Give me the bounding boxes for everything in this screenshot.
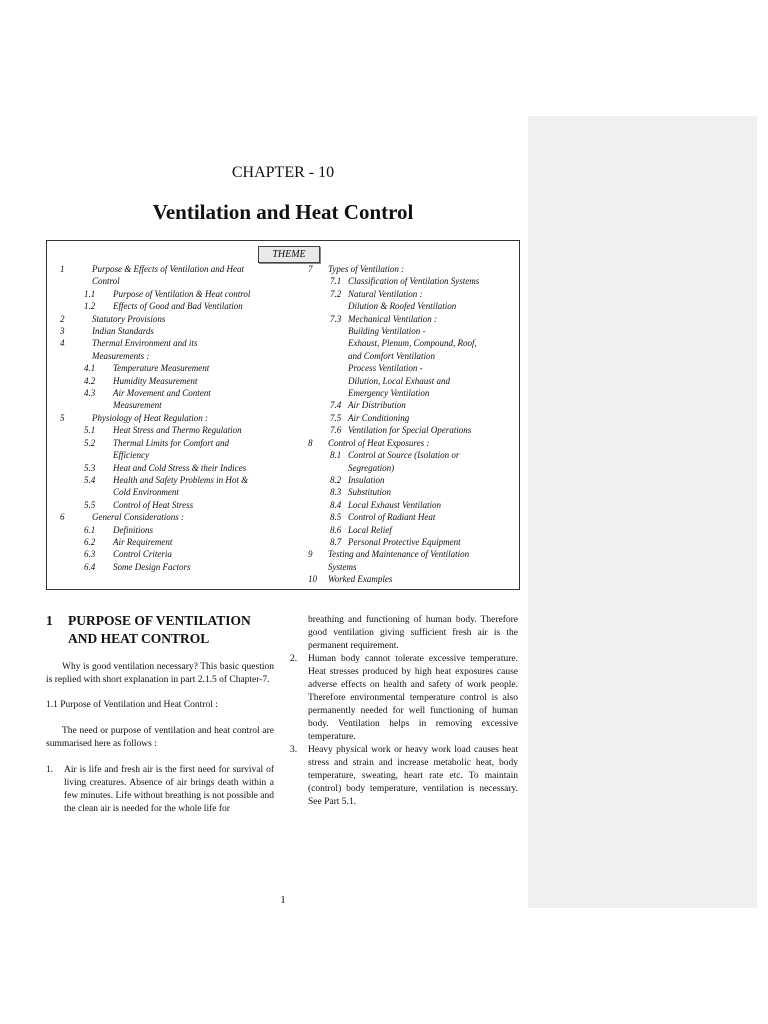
toc-entry-text: Building Ventilation - (348, 326, 426, 337)
toc-entry-number: 8.3 (330, 487, 342, 498)
lead-paragraph: The need or purpose of ventilation and heat control are summarised here as follows : (46, 726, 274, 749)
toc-entry-number (299, 337, 348, 349)
toc-entry-number (55, 350, 92, 362)
toc-entry (55, 362, 280, 374)
list-item-3 (290, 744, 518, 809)
toc-entry (55, 499, 280, 511)
section-heading-line2: AND HEAT CONTROL (68, 631, 210, 646)
toc-entry-number: 5.1 (84, 425, 96, 436)
toc-entry (299, 437, 514, 449)
list-item-3-text: Heavy physical work or heavy work load causes heat stress and strain and increase metabolic heat, body temperature, sweating, heart rate etc. To maintain (control) body temperature, ventilation is necessary. See Part 5.1. (308, 745, 518, 807)
toc-entry (55, 536, 280, 548)
toc-entry-text: Purpose of Ventilation & Heat control (113, 288, 251, 299)
toc-entry-number: 4.3 (84, 388, 96, 399)
toc-entry-number: 6.4 (84, 561, 96, 572)
toc-entry-text: Substitution (348, 487, 392, 498)
toc-entry (55, 437, 280, 449)
toc-entry-text: Measurement (113, 400, 162, 411)
toc-entry-number (299, 362, 348, 374)
toc-entry-number (299, 375, 348, 387)
toc-entry-text: Effects of Good and Bad Ventilation (113, 301, 243, 312)
toc-entry-number: 5 (60, 412, 65, 423)
toc-entry-number: 7.2 (330, 288, 342, 299)
section-heading (46, 612, 274, 648)
toc-entry (55, 275, 280, 287)
toc-entry (299, 362, 514, 374)
toc-entry (55, 561, 280, 573)
intro-paragraph: Why is good ventilation necessary? This basic question is replied with short explanation in part 2.1.5 of Chapter-7. (46, 662, 274, 685)
toc-entry (55, 325, 280, 337)
toc-entry-text: Control of Heat Stress (113, 499, 194, 510)
toc-entry-number (55, 275, 92, 287)
toc-entry-number: 1.2 (84, 301, 96, 312)
toc-entry-text: Control of Radiant Heat (348, 512, 436, 523)
toc-entry-text: Indian Standards (92, 326, 154, 337)
toc-entry-text: Health and Safety Problems in Hot & (113, 474, 249, 485)
toc-entry (299, 350, 514, 362)
list-item-2-number: 2. (290, 654, 298, 664)
toc-entry-number: 7.5 (330, 412, 342, 423)
toc-entry-number: 6 (60, 512, 65, 523)
toc-entry-text: Heat Stress and Thermo Regulation (113, 425, 242, 436)
toc-entry-text: Air Conditioning (348, 412, 410, 423)
list-item-1-text: Air is life and fresh air is the first need for survival of living creatures. Absence of air brings death within a few minutes. Life without breathing is not possible and the clean air is needed for the whole life for (64, 765, 274, 814)
toc-entry-number: 4 (60, 338, 65, 349)
toc-entry-number: 8.4 (330, 499, 342, 510)
section-heading-line1: PURPOSE OF VENTILATION (68, 613, 251, 628)
toc-left-column (55, 263, 280, 573)
subsection-heading: 1.1 Purpose of Ventilation and Heat Control : (46, 700, 218, 710)
toc-entry-text: Air Distribution (348, 400, 406, 411)
toc-entry-number: 7.3 (330, 313, 342, 324)
section-heading-text (68, 612, 251, 648)
toc-entry-text: Control Criteria (113, 549, 172, 560)
toc-entry-text: Cold Environment (113, 487, 179, 498)
list-item-1-continued-indent (290, 614, 308, 653)
toc-entry (299, 399, 514, 411)
toc-entry (55, 524, 280, 536)
toc-entry (299, 412, 514, 424)
toc-entry-number (299, 462, 348, 474)
toc-entry-text: Air Movement and Content (113, 388, 211, 399)
toc-entry-text: Personal Protective Equipment (348, 536, 461, 547)
list-item-2-text: Human body cannot tolerate excessive temperature. Heat stresses produced by high heat exposures cause adverse effects on health and safety of work people. Therefore environmental temperature control is also permanently needed for well functioning of human body. Ventilation helps in removing excessive temperature. (308, 654, 518, 742)
toc-entry-number: 7.4 (330, 400, 342, 411)
toc-entry (299, 511, 514, 523)
toc-entry (299, 499, 514, 511)
list-item-3-number: 3. (290, 745, 298, 755)
theme-box (46, 240, 520, 590)
toc-entry-number: 9 (308, 549, 313, 560)
chapter-title: Ventilation and Heat Control (152, 200, 414, 224)
toc-entry (299, 424, 514, 436)
toc-entry (55, 288, 280, 300)
toc-entry (299, 486, 514, 498)
toc-entry-text: Measurements : (92, 350, 150, 361)
toc-entry-number: 8.1 (330, 450, 342, 461)
theme-label: THEME (258, 246, 320, 263)
toc-entry-number: 6.2 (84, 536, 96, 547)
toc-entry-number (299, 325, 348, 337)
toc-entry-number: 7.6 (330, 425, 342, 436)
toc-entry-text: Classification of Ventilation Systems (348, 276, 480, 287)
toc-entry (299, 387, 514, 399)
toc-entry-text: Process Ventilation - (348, 363, 423, 374)
toc-entry-text: Thermal Environment and its (92, 338, 198, 349)
toc-entry-text: Control (92, 276, 120, 287)
toc-entry-number: 7.1 (330, 276, 342, 287)
toc-entry (55, 474, 280, 486)
body-right-column (290, 614, 518, 809)
toc-entry-number: 6.3 (84, 549, 96, 560)
toc-entry (55, 375, 280, 387)
toc-entry-text: Control of Heat Exposures : (328, 437, 430, 448)
toc-entry-number: 1.1 (84, 288, 96, 299)
toc-entry-text: Systems (328, 561, 357, 572)
toc-entry (55, 263, 280, 275)
toc-entry-text: Worked Examples (328, 574, 393, 585)
toc-entry-number (55, 399, 113, 411)
toc-entry-number: 3 (60, 326, 65, 337)
toc-entry-number: 1 (60, 264, 65, 274)
toc-entry (299, 573, 514, 585)
list-item-1-number: 1. (46, 765, 54, 775)
page-number: 1 (280, 894, 286, 906)
toc-entry (299, 263, 514, 275)
toc-entry-text: Air Requirement (113, 536, 173, 547)
toc-entry-text: Mechanical Ventilation : (348, 313, 437, 324)
toc-entry-text: Ventilation for Special Operations (348, 425, 472, 436)
toc-entry-number: 5.3 (84, 462, 96, 473)
toc-entry (55, 424, 280, 436)
toc-entry (299, 462, 514, 474)
toc-entry (299, 449, 514, 461)
toc-entry-text: Humidity Measurement (113, 375, 198, 386)
toc-entry (55, 313, 280, 325)
toc-entry (299, 474, 514, 486)
toc-entry (299, 375, 514, 387)
toc-entry-number: 8.5 (330, 512, 342, 523)
toc-right-column (299, 263, 514, 586)
toc-entry-text: Exhaust, Plenum, Compound, Roof, (348, 338, 477, 349)
toc-entry (55, 486, 280, 498)
toc-entry-number: 5.4 (84, 474, 96, 485)
toc-entry-number (55, 486, 113, 498)
toc-entry-number: 6.1 (84, 524, 96, 535)
toc-entry (55, 387, 280, 399)
toc-entry-number: 4.1 (84, 363, 96, 374)
toc-entry-text: Some Design Factors (113, 561, 191, 572)
toc-entry-number: 7 (308, 264, 313, 274)
toc-entry (55, 412, 280, 424)
toc-entry-number: 5.5 (84, 499, 96, 510)
toc-entry (55, 350, 280, 362)
toc-entry (299, 524, 514, 536)
toc-entry-text: Purpose & Effects of Ventilation and Heat (92, 264, 244, 274)
toc-entry-text: Temperature Measurement (113, 363, 210, 374)
toc-entry-number: 8.2 (330, 474, 342, 485)
toc-entry-text: Insulation (348, 474, 385, 485)
toc-entry-number (299, 350, 348, 362)
section-heading-number: 1 (46, 613, 53, 628)
toc-entry-number (299, 387, 348, 399)
body-left-column (46, 612, 274, 816)
toc-entry-number: 8.6 (330, 524, 342, 535)
toc-entry (55, 511, 280, 523)
toc-entry (299, 536, 514, 548)
toc-entry (299, 325, 514, 337)
toc-entry (299, 561, 514, 573)
list-item-2 (290, 653, 518, 744)
toc-entry-text: Thermal Limits for Comfort and (113, 437, 230, 448)
toc-entry-text: Natural Ventilation : (348, 288, 423, 299)
toc-entry (299, 548, 514, 560)
toc-entry (299, 300, 514, 312)
toc-entry-text: Testing and Maintenance of Ventilation (328, 549, 470, 560)
toc-entry (299, 275, 514, 287)
list-item-1-continued-text: breathing and functioning of human body. Therefore good ventilation giving sufficient fresh air is the permanent requirement. (308, 615, 518, 651)
toc-entry (55, 449, 280, 461)
toc-entry-text: Heat and Cold Stress & their Indices (113, 462, 247, 473)
toc-entry (55, 548, 280, 560)
toc-entry-text: Local Exhaust Ventilation (348, 499, 441, 510)
toc-entry-text: Types of Ventilation : (328, 264, 405, 274)
toc-entry-number (55, 449, 113, 461)
list-item-1 (46, 764, 274, 816)
toc-entry-number (299, 561, 328, 573)
toc-entry (55, 399, 280, 411)
list-item-1-continued (290, 614, 518, 653)
toc-entry (55, 300, 280, 312)
toc-entry-text: and Comfort Ventilation (348, 350, 436, 361)
toc-entry-text: Local Relief (348, 524, 392, 535)
toc-entry (299, 313, 514, 325)
toc-entry-number: 2 (60, 313, 65, 324)
toc-entry-text: Dilution, Local Exhaust and (348, 375, 450, 386)
toc-entry-text: Segregation) (348, 462, 395, 473)
comment-sidebar (528, 116, 757, 908)
toc-entry (299, 337, 514, 349)
toc-entry (299, 288, 514, 300)
toc-entry (55, 462, 280, 474)
toc-entry-text: Dilution & Roofed Ventilation (348, 301, 457, 312)
chapter-label: CHAPTER - 10 (231, 164, 335, 181)
toc-entry-text: Physiology of Heat Regulation : (92, 412, 208, 423)
toc-entry-number: 5.2 (84, 437, 96, 448)
toc-entry-text: Emergency Ventilation (348, 388, 430, 399)
toc-entry-text: General Considerations : (92, 512, 184, 523)
toc-entry-text: Definitions (113, 524, 153, 535)
toc-entry-text: Control at Source (Isolation or (348, 450, 460, 461)
toc-entry-number: 4.2 (84, 375, 96, 386)
toc-entry-number: 10 (308, 574, 317, 585)
toc-entry-number: 8 (308, 437, 313, 448)
toc-entry-text: Efficiency (113, 450, 149, 461)
toc-entry (55, 337, 280, 349)
toc-entry-text: Statutory Provisions (92, 313, 166, 324)
toc-entry-number (299, 300, 348, 312)
toc-entry-number: 8.7 (330, 536, 342, 547)
